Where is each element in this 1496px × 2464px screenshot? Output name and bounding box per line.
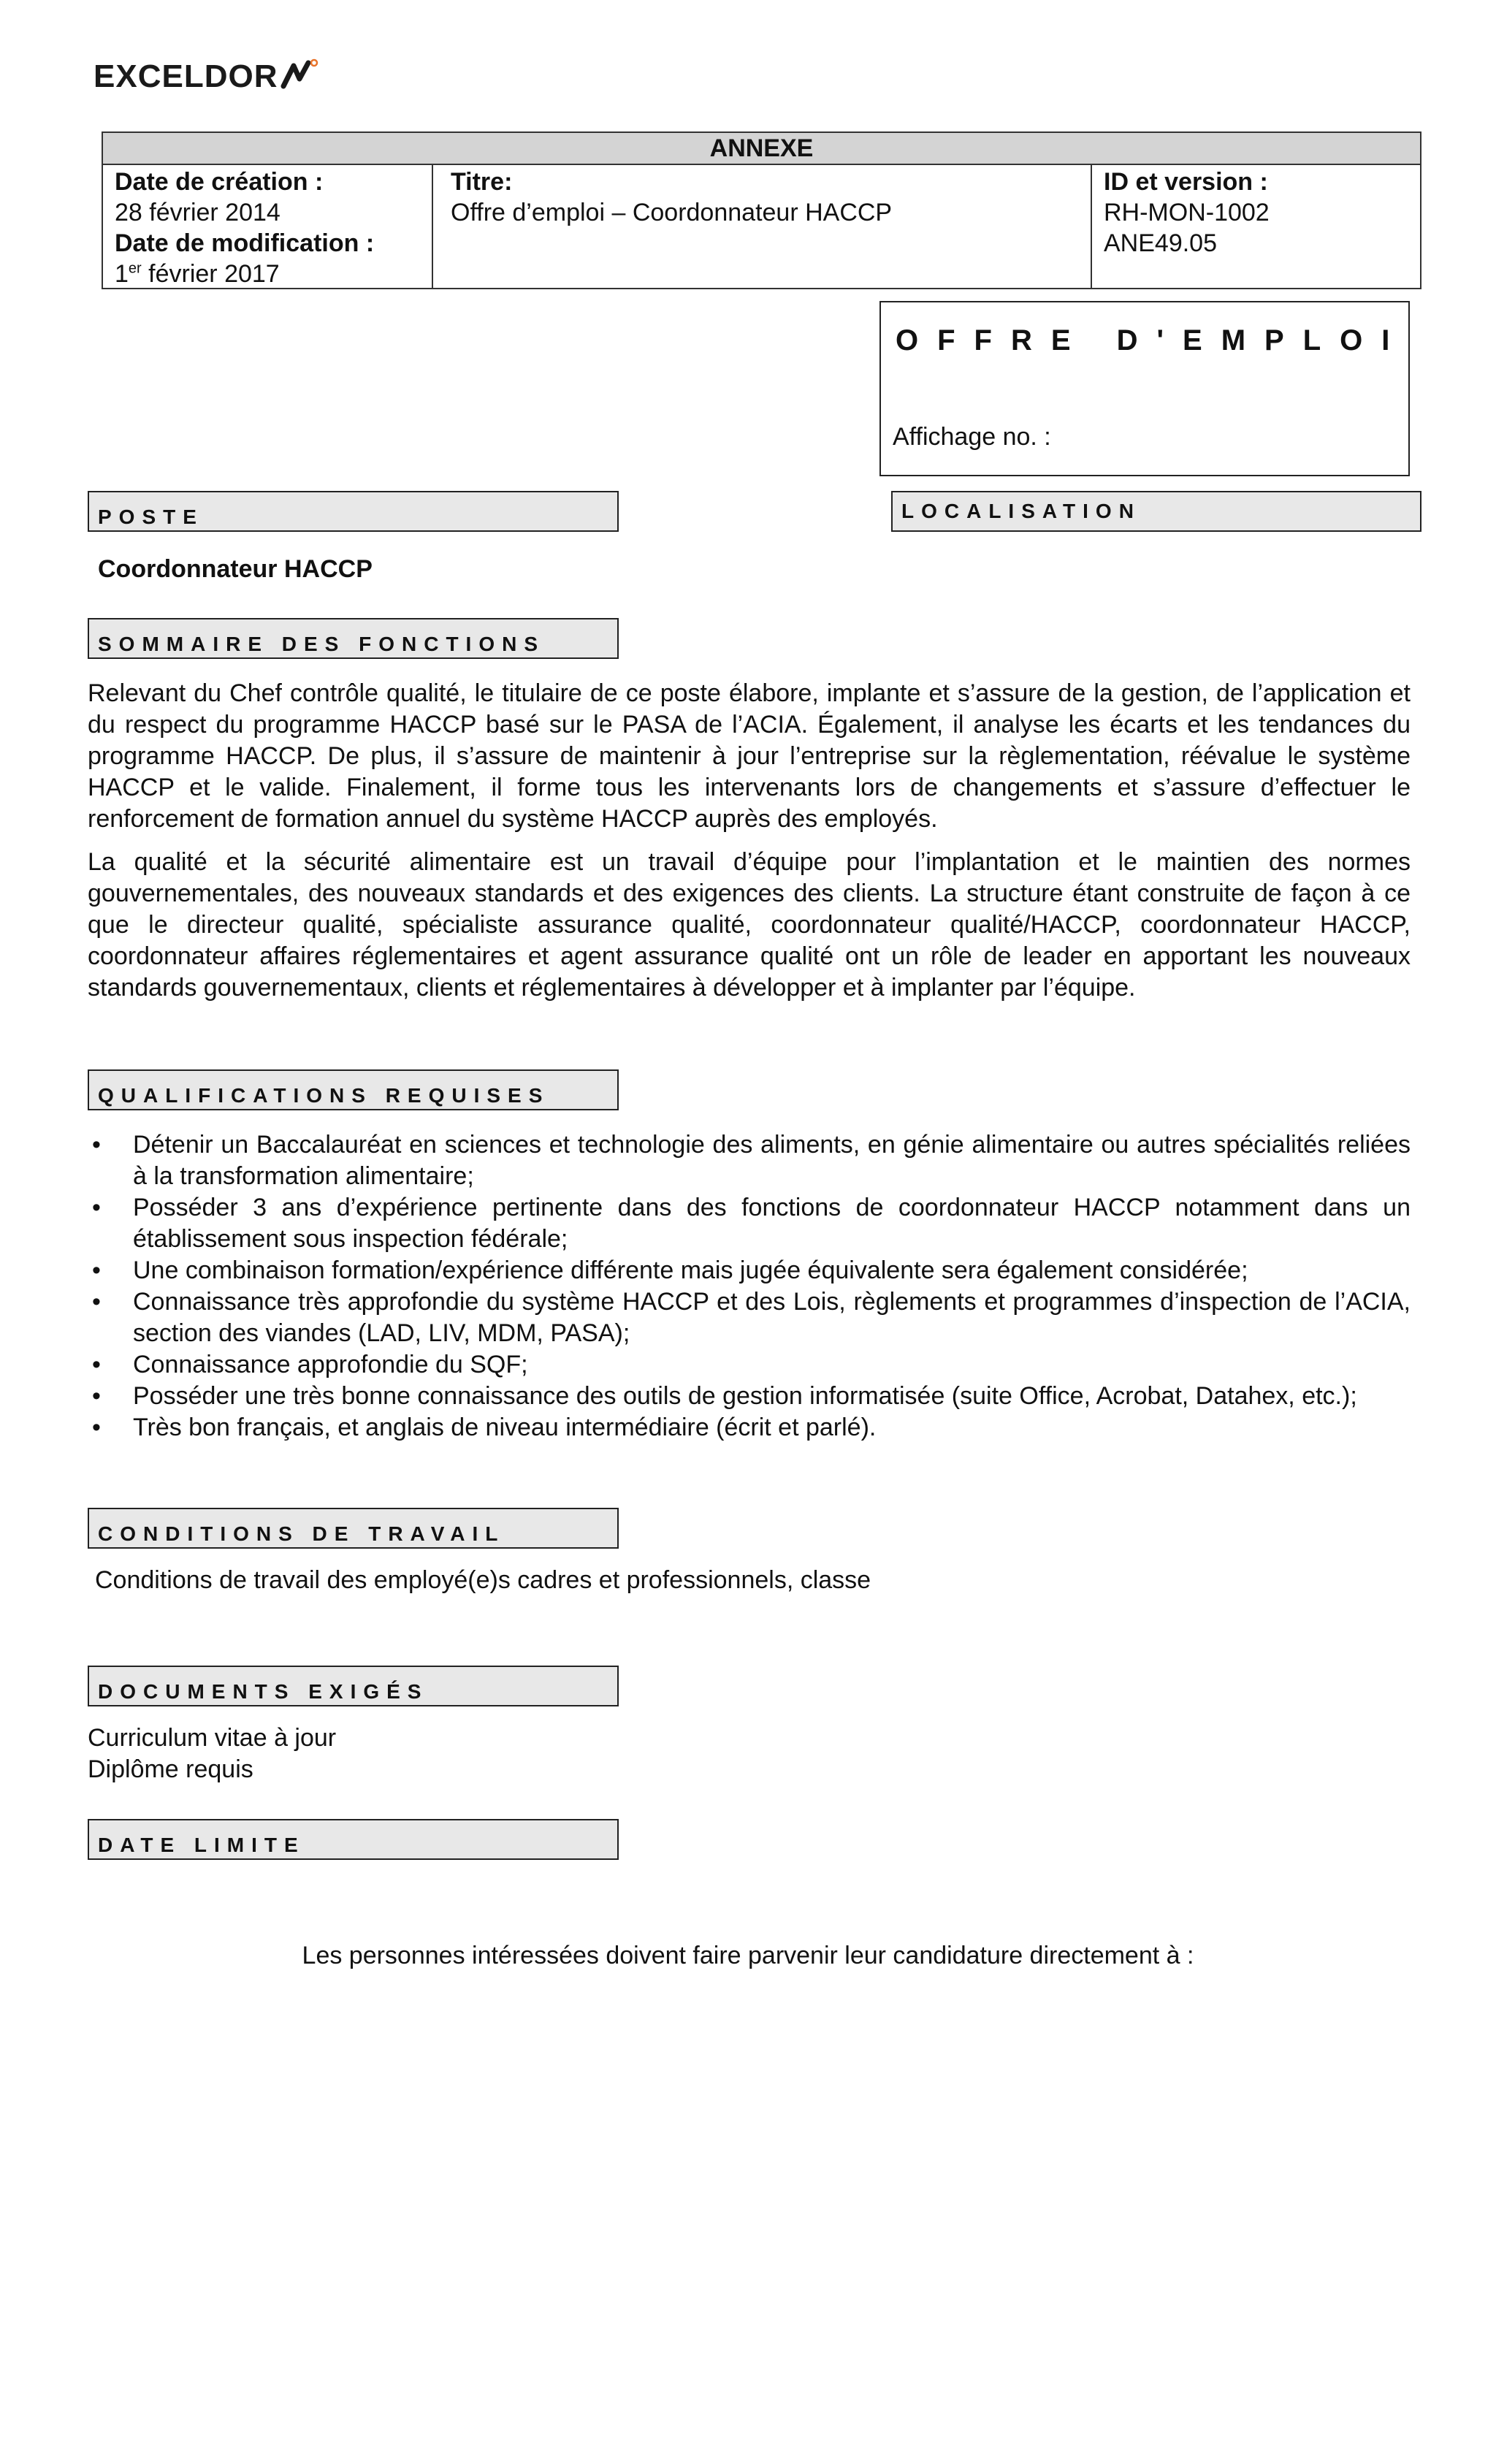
annexe-banner: ANNEXE (103, 133, 1420, 165)
section-label-date-limite: DATE LIMITE (88, 1819, 619, 1860)
offre-emploi-box (879, 301, 1410, 476)
dates-cell (103, 164, 433, 288)
conditions-value: Conditions de travail des employé(e)s cadres et professionnels, classe (95, 1566, 871, 1594)
title-label: Titre: (451, 168, 513, 196)
offre-title: OFFRE D'EMPLOI (896, 324, 1409, 356)
list-item: • Une combinaison formation/expérience différente mais jugée équivalente sera également considérée; (92, 1256, 1248, 1284)
sommaire-paragraph-1: Relevant du Chef contrôle qualité, le titulaire de ce poste élabore, implante et s’assure de la gestion, de l’application et du respect du programme HACCP basé sur le PASA de l’ACIA. Également, il analyse les écarts et les tendances du programme HACCP. De plus, il s’assure de maintenir à jour l’entreprise sur la règlementation, réévalue le système HACCP et le valide. Finalement, il forme tous les intervenants lors de changements et s’assure d’effectuer le renforcement de formation annuel du système HACCP auprès des employés. (88, 679, 1411, 833)
id-label: ID et version : (1104, 168, 1268, 196)
list-item: Curriculum vitae à jour (88, 1724, 337, 1752)
sommaire-text (88, 678, 1411, 1015)
sommaire-paragraph-2: La qualité et la sécurité alimentaire est un travail d’équipe pour l’implantation et le maintien des normes gouvernementales, des nouveaux standards et des exigences des clients. La structure étant construite de façon à ce que le directeur qualité, spécialiste assurance qualité, coordonnateur qualité/HACCP, coordonnateur HACCP, coordonnateur affaires réglementaires et agent assurance qualité ont un rôle de leader en apportant les nouveaux standards gouvernementaux, clients et réglementaires à développer et à implanter par l’équipe. (88, 848, 1411, 1002)
section-label-sommaire: SOMMAIRE DES FONCTIONS (88, 618, 619, 659)
id-cell (1092, 164, 1420, 288)
qualifications-list (88, 1129, 1411, 1443)
logo-text: EXCELDOR (94, 58, 278, 95)
list-item: • Posséder 3 ans d’expérience pertinente dans des fonctions de coordonnateur HACCP notamment dans un établissement sous inspection fédérale; (92, 1194, 1411, 1253)
creation-date: 28 février 2014 (115, 199, 280, 226)
section-label-qualifications: QUALIFICATIONS REQUISES (88, 1069, 619, 1110)
documents-list (88, 1723, 336, 1785)
affichage-label: Affichage no. : (893, 423, 1051, 451)
section-label-localisation: LOCALISATION (891, 491, 1421, 532)
section-label-poste: POSTE (88, 491, 619, 532)
qualifications-list-wrap (88, 1129, 1411, 1443)
list-item: • Connaissance très approfondie du système HACCP et des Lois, règlements et programmes d’inspection de l’ACIA, section des viandes (LAD, LIV, MDM, PASA); (92, 1288, 1411, 1347)
list-item: • Posséder une très bonne connaissance des outils de gestion informatisée (suite Office, Acrobat, Datahex, etc.); (92, 1382, 1357, 1410)
list-item: Diplôme requis (88, 1755, 253, 1783)
section-label-conditions: CONDITIONS DE TRAVAIL (88, 1508, 619, 1549)
modification-date: 1er février 2017 (115, 260, 280, 288)
list-item: • Très bon français, et anglais de niveau intermédiaire (écrit et parlé). (92, 1414, 877, 1441)
creation-label: Date de création : (115, 168, 324, 196)
logo-mark-icon (280, 57, 320, 100)
title-value: Offre d’emploi – Coordonnateur HACCP (451, 199, 893, 226)
modification-label: Date de modification : (115, 229, 375, 257)
footer-instructions: Les personnes intéressées doivent faire parvenir leur candidature directement à : (302, 1942, 1194, 1969)
poste-value: Coordonnateur HACCP (98, 555, 373, 583)
version-value: ANE49.05 (1104, 229, 1217, 257)
list-item: • Détenir un Baccalauréat en sciences et technologie des aliments, en génie alimentaire ou autres spécialités reliées à la transformation alimentaire; (92, 1131, 1411, 1190)
title-cell (433, 164, 1092, 288)
document-header-table (102, 131, 1421, 289)
company-logo (94, 57, 320, 100)
list-item: • Connaissance approfondie du SQF; (92, 1351, 528, 1378)
section-label-documents: DOCUMENTS EXIGÉS (88, 1666, 619, 1706)
id-value: RH-MON-1002 (1104, 199, 1270, 226)
